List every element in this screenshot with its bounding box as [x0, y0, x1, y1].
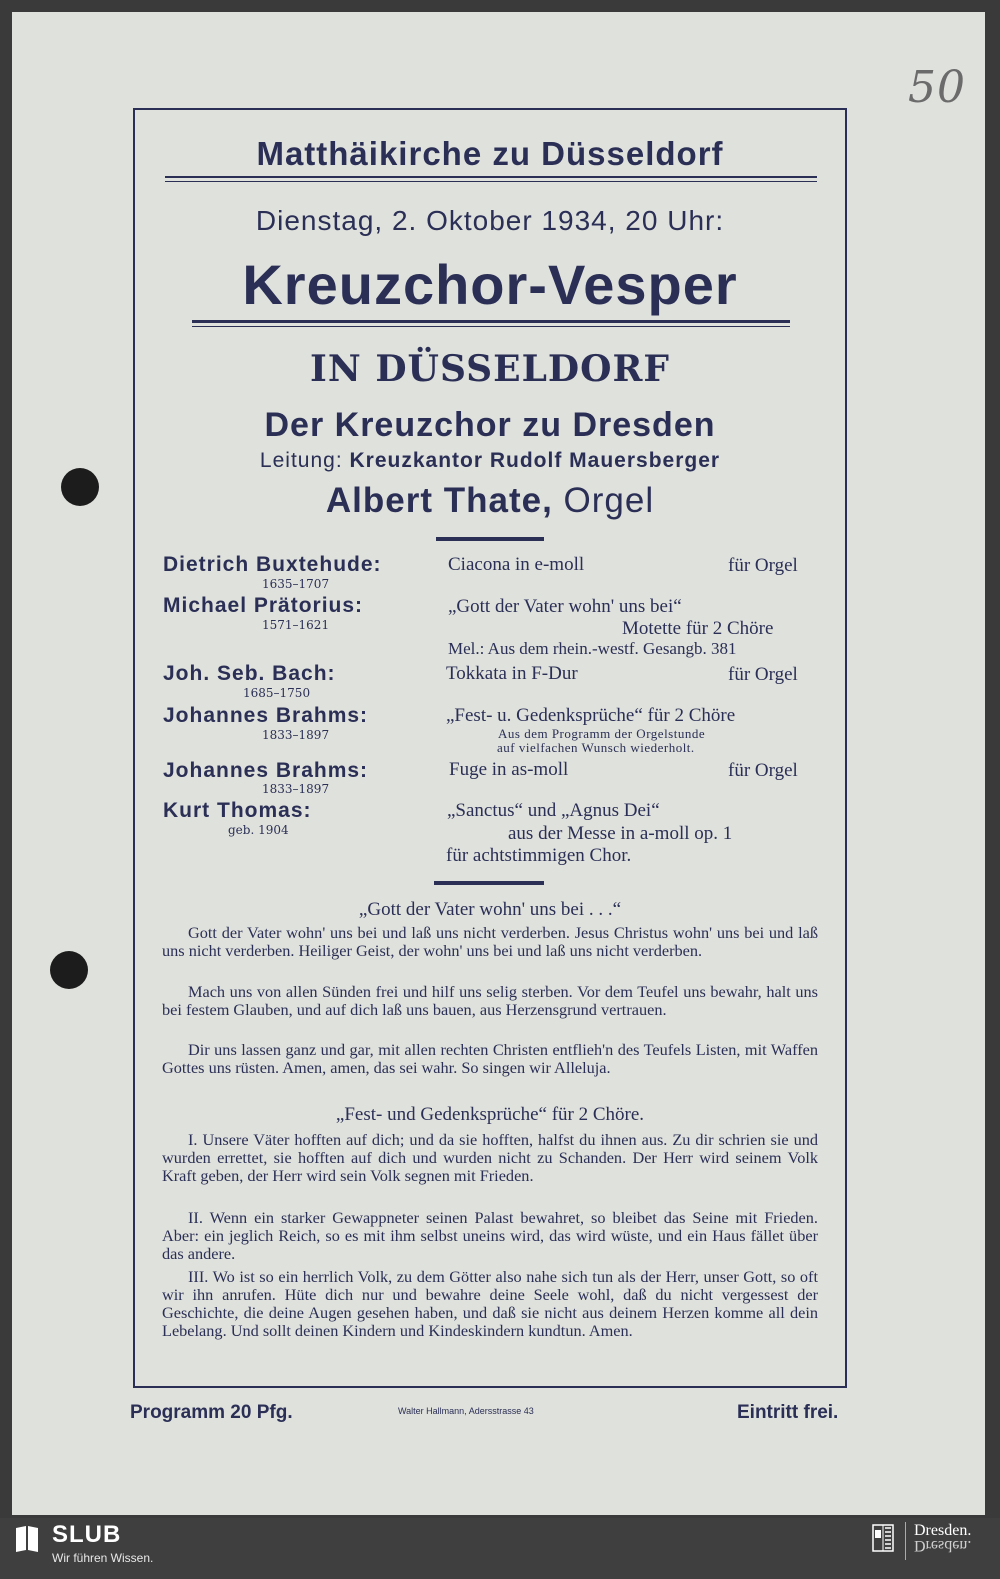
partner-logo-reflection: Dresden. [914, 1537, 972, 1554]
song-paragraph: I. Unsere Väter hofften auf dich; und da sie hofften, halfst du ihnen aus. Zu dir schrien sie und wurden errettet, sie hofften auf dich und wurden nicht zu Schanden. Der Herr wird seinem Volk Kraft geben, der Herr wird sein Volk segnen mit Frieden. [162, 1130, 818, 1185]
conductor-name: Kreuzkantor Rudolf Mauersberger [349, 449, 721, 472]
song-paragraph: II. Wenn ein starker Gewappneter seinen Palast bewahret, so bleibet das Seine mit Frieden. Aber: ein jeglich Reich, so es mit ihm selbst uneins wird, das wird wüste, und ein Haus fället über das andere. [162, 1208, 818, 1263]
event-subtitle: IN DÜSSELDORF [310, 348, 670, 390]
library-footer-bar [0, 1518, 1000, 1579]
work-title: „Sanctus“ und „Agnus Dei“ [447, 800, 660, 821]
punch-hole-top [61, 468, 99, 506]
work-detail: Motette für 2 Chöre [622, 618, 774, 639]
divider [165, 176, 817, 178]
song-title: „Gott der Vater wohn' uns bei . . .“ [358, 899, 622, 920]
work-detail: für achtstimmigen Chor. [446, 845, 632, 866]
work-note: Aus dem Programm der Orgelstunde [498, 726, 706, 741]
work-title: Tokkata in F-Dur [446, 663, 578, 684]
admission-note: Eintritt frei. [737, 1402, 839, 1423]
program-price: Programm 20 Pfg. [130, 1402, 293, 1423]
book-icon [14, 1524, 40, 1554]
organist-role: Orgel [563, 481, 655, 520]
composer-name: Michael Prätorius: [163, 594, 364, 617]
short-divider [436, 537, 544, 541]
conductor-label: Leitung: [259, 449, 343, 472]
work-title: „Gott der Vater wohn' uns bei“ [448, 596, 682, 617]
work-instrument: für Orgel [728, 760, 798, 781]
title-underline [192, 320, 790, 323]
work-detail: aus der Messe in a-moll op. 1 [508, 823, 733, 844]
library-tagline: Wir führen Wissen. [52, 1551, 154, 1565]
composer-name: Johannes Brahms: [163, 704, 369, 727]
library-logo[interactable]: SLUB [52, 1521, 122, 1548]
composer-years: 1833–1897 [262, 782, 330, 796]
composer-name: Kurt Thomas: [163, 799, 312, 822]
work-title: Ciacona in e-moll [448, 554, 585, 575]
song-paragraph: Gott der Vater wohn' uns bei und laß uns nicht verderben. Jesus Christus wohn' uns bei und laß uns nicht verderben. Heiliger Geist, der wohn' uns bei und laß uns nicht verderben. [162, 923, 818, 960]
divider [165, 181, 817, 182]
composer-name: Joh. Seb. Bach: [163, 662, 336, 685]
work-instrument: für Orgel [728, 555, 798, 576]
composer-years: geb. 1904 [228, 823, 289, 837]
title-underline [192, 326, 790, 327]
song-paragraph: III. Wo ist so ein herrlich Volk, zu dem Götter also nahe sich tun als der Herr, unser Gott, so oft wir ihn anrufen. Hüte dich nur und bewahre deine Seele wohl, daß du nicht vergessest der Geschichte, die deine Augen gesehen haben, und daß sie nicht aus deinem Herzen komme all dein Lebelang. Und sollt deinen Kindern und Kindeskindern kundtun. Amen. [162, 1267, 818, 1340]
song-paragraph: Dir uns lassen ganz und gar, mit allen rechten Christen entflieh'n des Teufels Listen, mit Waffen Gottes uns rüsten. Amen, amen, das sei wahr. So singen wir Alleluja. [162, 1040, 818, 1077]
work-note: Mel.: Aus dem rhein.-westf. Gesangb. 381 [448, 639, 737, 658]
footer-separator [905, 1522, 906, 1560]
printer-imprint: Walter Hallmann, Adersstrasse 43 [398, 1406, 534, 1416]
venue-heading: Matthäikirche zu Düsseldorf [256, 135, 724, 172]
composer-years: 1635–1707 [262, 577, 330, 591]
punch-hole-bottom [50, 951, 88, 989]
organist-name: Albert Thate, [325, 481, 553, 520]
organist-line [133, 481, 847, 521]
work-title: Fuge in as-moll [449, 759, 569, 780]
event-title: Kreuzchor-Vesper [242, 253, 738, 316]
work-title: „Fest- u. Gedenksprüche“ für 2 Chöre [446, 705, 736, 726]
partner-logo[interactable]: Dresden. [914, 1522, 972, 1539]
work-instrument: für Orgel [728, 664, 798, 685]
composer-name: Johannes Brahms: [163, 759, 369, 782]
song-paragraph: Mach uns von allen Sünden frei und hilf uns selig sterben. Vor dem Teufel uns bewahr, halt uns bei festem Glauben, und auf dich laß uns bauen, aus Herzensgrund vertrauen. [162, 982, 818, 1019]
composer-years: 1685–1750 [243, 686, 311, 700]
event-date: Dienstag, 2. Oktober 1934, 20 Uhr: [255, 205, 725, 236]
city-crest-icon [872, 1524, 894, 1552]
choir-name: Der Kreuzchor zu Dresden [264, 406, 716, 444]
conductor-line [133, 449, 847, 473]
short-divider [434, 881, 544, 885]
composer-name: Dietrich Buxtehude: [163, 553, 382, 576]
composer-years: 1833–1897 [262, 728, 330, 742]
composer-years: 1571–1621 [262, 618, 330, 632]
song-title: „Fest- und Gedenksprüche“ für 2 Chöre. [335, 1104, 645, 1125]
handwritten-page-number: 50 [908, 62, 966, 113]
work-note: auf vielfachen Wunsch wiederholt. [497, 740, 695, 755]
